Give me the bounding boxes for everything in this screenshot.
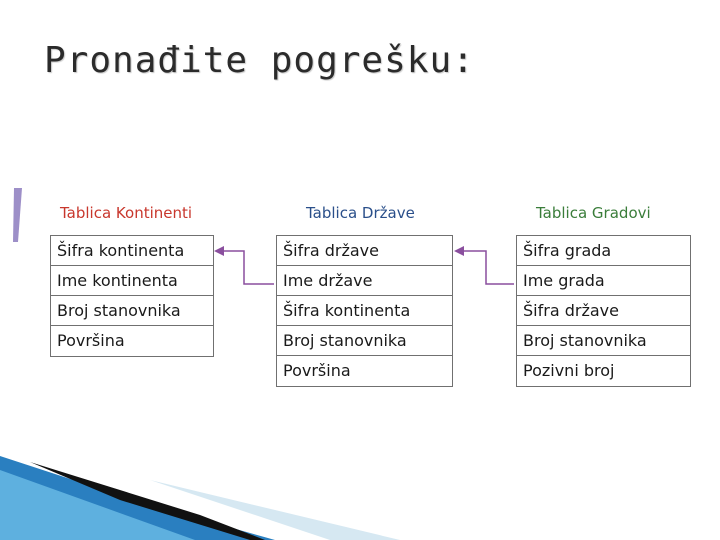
page-title: Pronađite pogrešku: — [44, 40, 475, 81]
table-row: Šifra države — [517, 296, 690, 326]
table-row: Broj stanovnika — [277, 326, 452, 356]
table-row: Ime kontinenta — [51, 266, 213, 296]
caption-gradovi: Tablica Gradovi — [536, 204, 651, 222]
caption-kontinenti: Tablica Kontinenti — [60, 204, 193, 222]
table-kontinenti — [50, 235, 214, 357]
table-row: Broj stanovnika — [51, 296, 213, 326]
table-row: Površina — [57, 331, 125, 350]
table-row: Pozivni broj — [523, 361, 615, 380]
table-row: Ime države — [277, 266, 452, 296]
table-row: Površina — [283, 361, 351, 380]
table-gradovi — [516, 235, 691, 387]
table-row: Šifra kontinenta — [277, 296, 452, 326]
table-row: Ime grada — [517, 266, 690, 296]
table-drzave — [276, 235, 453, 387]
table-row: Šifra grada — [517, 236, 690, 266]
caption-drzave: Tablica Države — [306, 204, 415, 222]
table-row: Broj stanovnika — [517, 326, 690, 356]
decor-left-sliver — [13, 188, 22, 242]
arrow-drzave-to-kontinenti — [214, 246, 274, 284]
table-row: Šifra kontinenta — [51, 236, 213, 266]
arrow-gradovi-to-drzave — [454, 246, 514, 284]
table-row: Šifra države — [277, 236, 452, 266]
